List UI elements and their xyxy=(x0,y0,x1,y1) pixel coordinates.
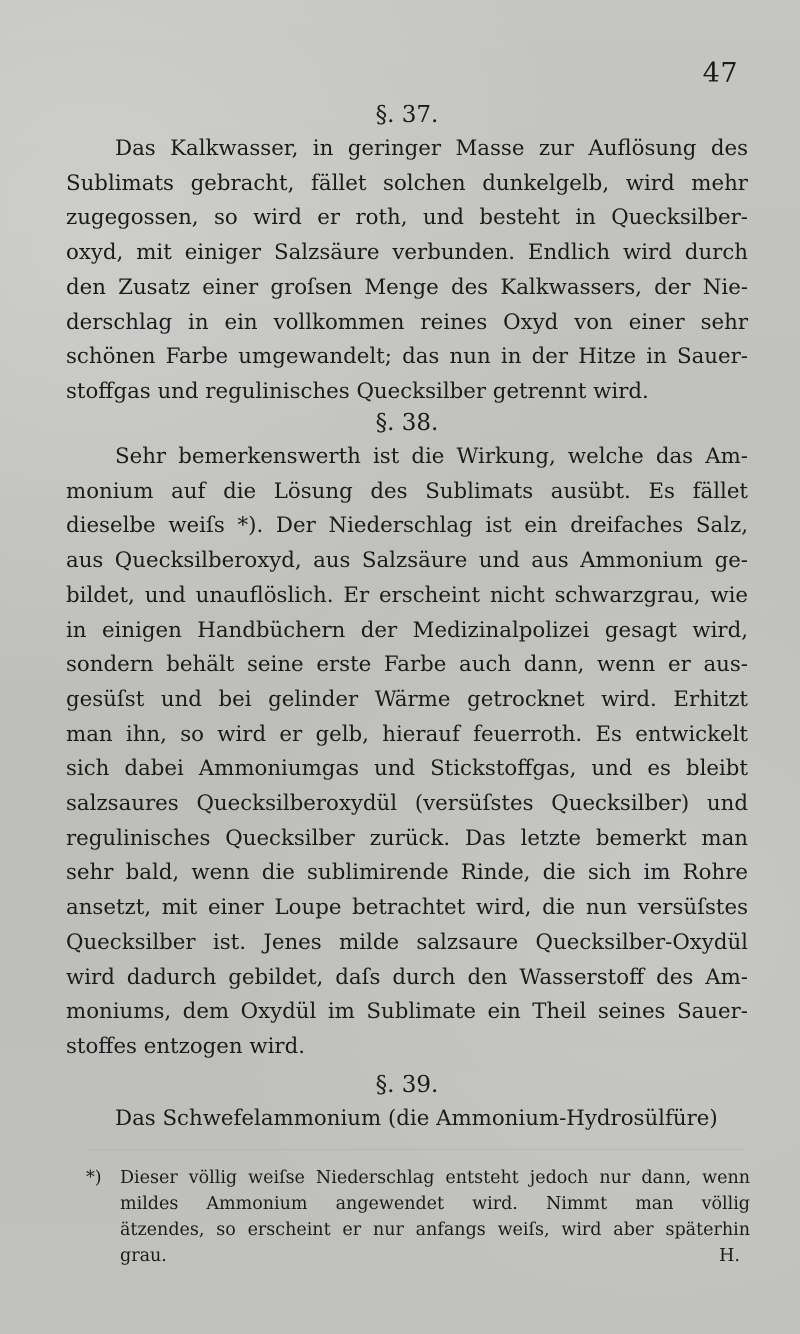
paragraph-line: wird dadurch gebildet, daſs durch den Wasserstoff des Am- xyxy=(66,964,748,990)
paragraph-line: ansetzt, mit einer Loupe betrachtet wird, die nun versüſstes xyxy=(66,895,748,921)
paragraph-line: regulinisches Quecksilber zurück. Das letzte bemerkt man xyxy=(66,825,748,851)
paragraph-line: stoffes entzogen wird. xyxy=(66,1033,306,1059)
section-38 xyxy=(66,406,748,1065)
paragraph-line: monium auf die Lösung des Sublimats ausübt. Es fället xyxy=(66,478,748,504)
paragraph-line: moniums, dem Oxydül im Sublimate ein Theil seines Sauer- xyxy=(66,999,748,1025)
paragraph-line: man ihn, so wird er gelb, hierauf feuerroth. Es entwickelt xyxy=(66,721,748,747)
paragraph-line: in einigen Handbüchern der Medizinalpolizei gesagt wird, xyxy=(66,617,748,643)
paragraph-line: Das Kalkwasser, in geringer Masse zur Auflösung des xyxy=(115,136,748,161)
section-heading: §. 39. xyxy=(375,1072,439,1098)
paragraph-line: gesüſst und bei gelinder Wärme getrocknet wird. Erhitzt xyxy=(66,686,748,712)
paragraph-line: Das Schwefelammonium (die Ammonium-Hydrosülfüre) xyxy=(115,1106,718,1131)
section-39 xyxy=(66,1068,748,1137)
page-number: 47 xyxy=(702,58,738,89)
footnote-line: mildes Ammonium angewendet wird. Nimmt man völlig xyxy=(120,1194,750,1214)
paragraph-line: Sublimats gebracht, fället solchen dunkelgelb, wird mehr xyxy=(66,170,748,196)
paragraph-line: Quecksilber ist. Jenes milde salzsaure Quecksilber-Oxydül xyxy=(66,929,748,955)
footnote-line-last xyxy=(120,1243,750,1269)
paragraph-line: den Zusatz einer groſsen Menge des Kalkwassers, der Nie- xyxy=(66,274,748,300)
footnote-line: ätzendes, so erscheint er nur anfangs weiſs, wird aber späterhin xyxy=(120,1220,750,1240)
paragraph-line: oxyd, mit einiger Salzsäure verbunden. Endlich wird durch xyxy=(66,240,748,266)
section-heading: §. 38. xyxy=(375,410,439,436)
paragraph-line: bildet, und unauflöslich. Er erscheint nicht schwarzgrau, wie xyxy=(66,582,748,608)
footnote xyxy=(88,1165,750,1269)
paragraph-line: salzsaures Quecksilberoxydül (versüſstes Quecksilber) und xyxy=(66,791,748,817)
paragraph-line: Sehr bemerkenswerth ist die Wirkung, welche das Am- xyxy=(115,444,748,469)
footnote-mark: *) xyxy=(86,1168,102,1188)
paragraph-line: aus Quecksilberoxyd, aus Salzsäure und aus Ammonium ge- xyxy=(66,548,748,574)
paragraph-line: stoffgas und regulinisches Quecksilber getrennt wird. xyxy=(66,378,649,404)
section-37 xyxy=(66,98,748,410)
section-heading: §. 37. xyxy=(375,102,439,128)
paragraph-line: derschlag in ein vollkommen reines Oxyd von einer sehr xyxy=(66,309,748,335)
paragraph-line: sich dabei Ammoniumgas und Stickstoffgas, und es bleibt xyxy=(66,756,748,782)
paragraph-line: sondern behält seine erste Farbe auch dann, wenn er aus- xyxy=(66,652,748,678)
paragraph-line: schönen Farbe umgewandelt; das nun in der Hitze in Sauer- xyxy=(66,344,748,370)
footnote-divider xyxy=(86,1149,744,1150)
footnote-signoff: H. xyxy=(719,1246,740,1266)
footnote-line: Dieser völlig weiſse Niederschlag entsteht jedoch nur dann, wenn xyxy=(120,1168,750,1188)
paragraph-line: dieselbe weiſs *). Der Niederschlag ist ein dreifaches Salz, xyxy=(66,513,748,539)
paragraph-line: sehr bald, wenn die sublimirende Rinde, die sich im Rohre xyxy=(66,860,748,886)
footnote-line-text: grau. xyxy=(120,1246,167,1266)
paragraph-line: zugegossen, so wird er roth, und besteht in Quecksilber- xyxy=(66,205,748,231)
footnote-content xyxy=(120,1165,750,1269)
